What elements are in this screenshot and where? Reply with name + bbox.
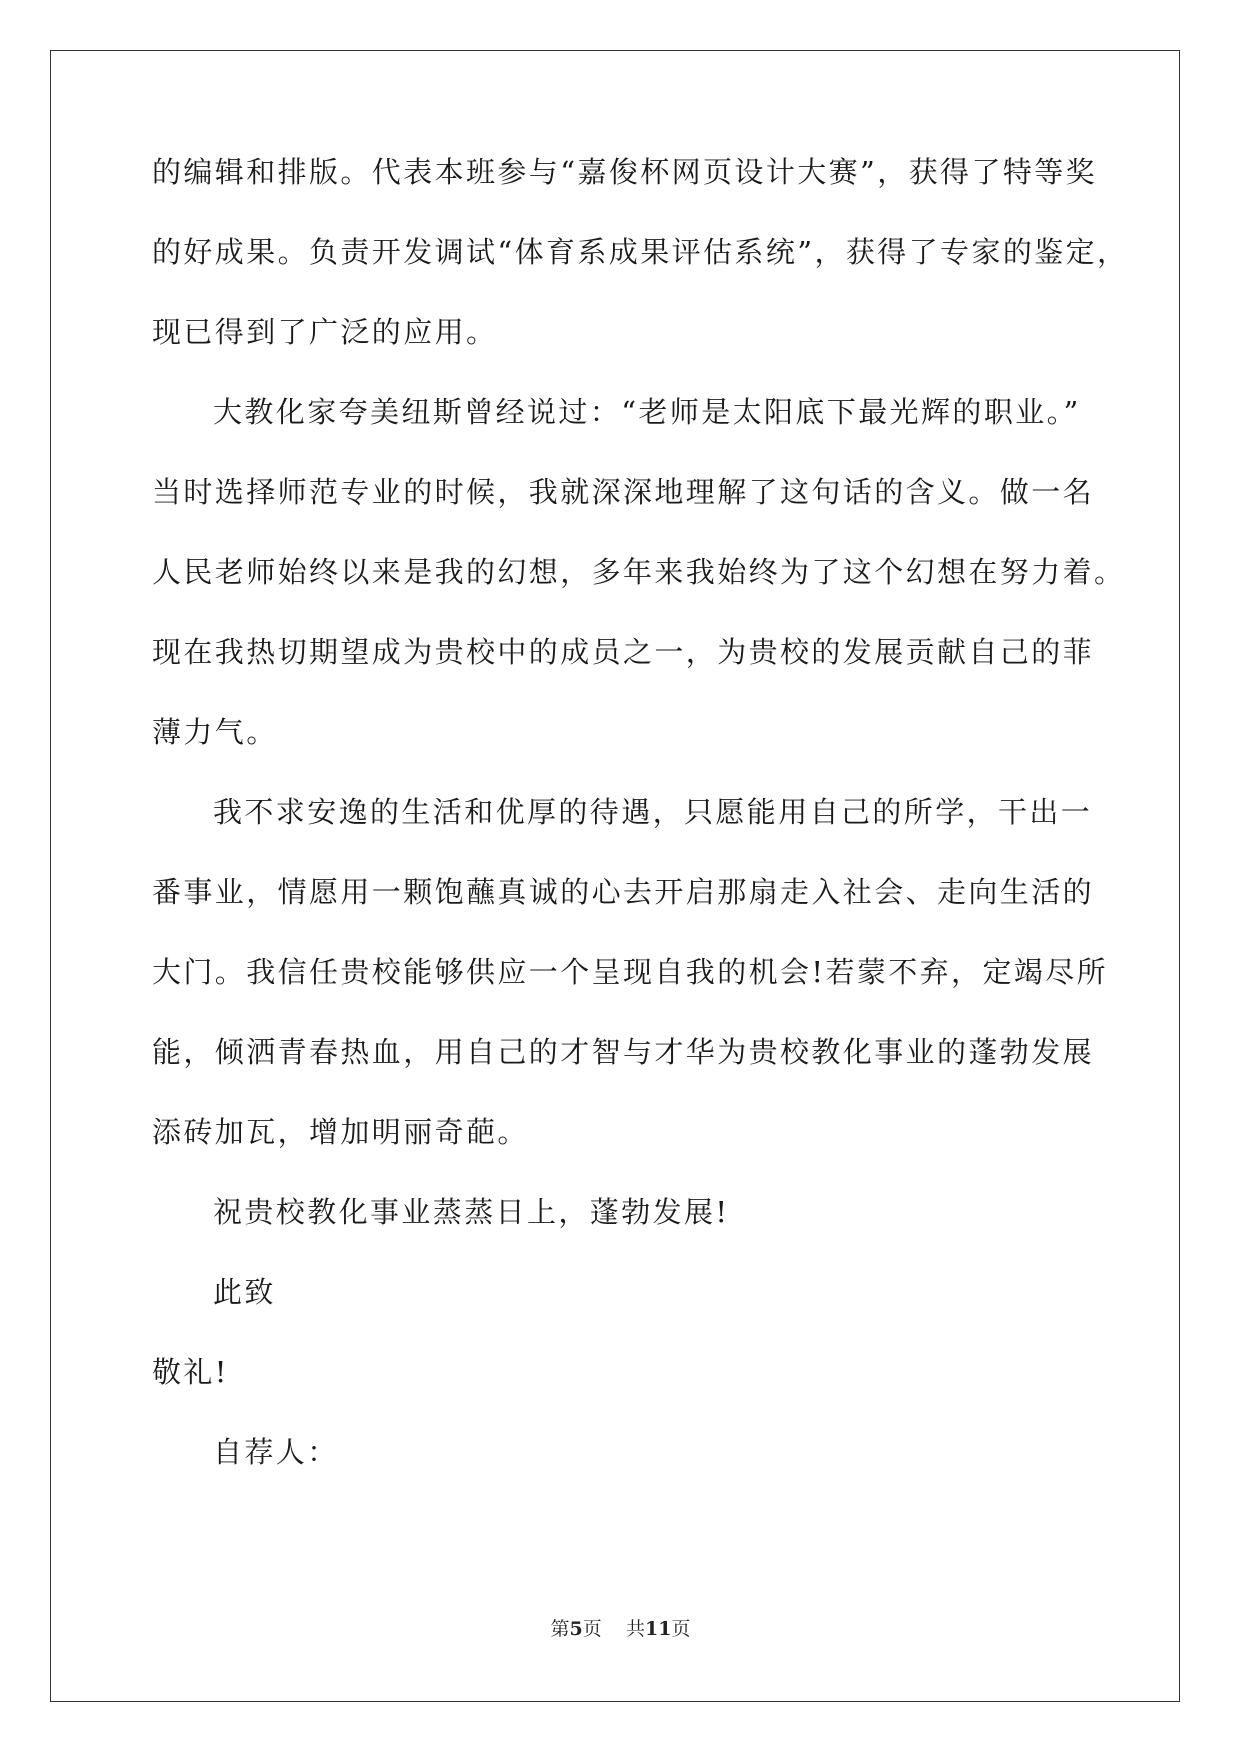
text-line-2: 的好成果。负责开发调试“体育系成果评估系统”，获得了专家的鉴定， xyxy=(152,235,1129,269)
text-line-5: 当时选择师范专业的时候，我就深深地理解了这句话的含义。做一名 xyxy=(152,475,1095,509)
blessing-line: 祝贵校教化事业蒸蒸日上，蓬勃发展! xyxy=(213,1195,730,1229)
text-line-3: 现已得到了广泛的应用。 xyxy=(152,315,498,349)
footer-total-prefix: 共 xyxy=(625,1618,645,1640)
text-line-9: 我不求安逸的生活和优厚的待遇，只愿能用自己的所学，干出一 xyxy=(213,795,1093,829)
text-line-12: 能，倾洒青春热血，用自己的才智与才华为贵校教化事业的蓬勃发展 xyxy=(152,1035,1095,1069)
text-line-8: 薄力气。 xyxy=(152,715,278,749)
closing-salutation: 此致 xyxy=(213,1275,276,1309)
footer-prefix: 第 xyxy=(550,1618,570,1640)
text-line-13: 添砖加瓦，增加明丽奇葩。 xyxy=(152,1115,529,1149)
text-line-4: 大教化家夸美纽斯曾经说过：“老师是太阳底下最光辉的职业。” xyxy=(213,395,1081,429)
text-line-10: 番事业，情愿用一颗饱蘸真诚的心去开启那扇走入社会、走向生活的 xyxy=(152,875,1095,909)
footer-page-suffix: 页 xyxy=(582,1618,602,1640)
footer-total-suffix: 页 xyxy=(671,1618,691,1640)
text-line-11: 大门。我信任贵校能够供应一个呈现自我的机会!若蒙不弃，定竭尽所 xyxy=(152,955,1109,989)
current-page-number: 5 xyxy=(569,1618,583,1640)
text-line-1: 的编辑和排版。代表本班参与“嘉俊杯网页设计大赛”，获得了特等奖 xyxy=(152,155,1098,189)
closing-regards: 敬礼! xyxy=(152,1355,229,1389)
text-line-7: 现在我热切期望成为贵校中的成员之一，为贵校的发展贡献自己的菲 xyxy=(152,635,1095,669)
total-pages-number: 11 xyxy=(644,1618,672,1640)
text-line-6: 人民老师始终以来是我的幻想，多年来我始终为了这个幻想在努力着。 xyxy=(152,555,1126,589)
page-footer xyxy=(0,1614,1241,1641)
signature-label: 自荐人： xyxy=(213,1435,339,1469)
